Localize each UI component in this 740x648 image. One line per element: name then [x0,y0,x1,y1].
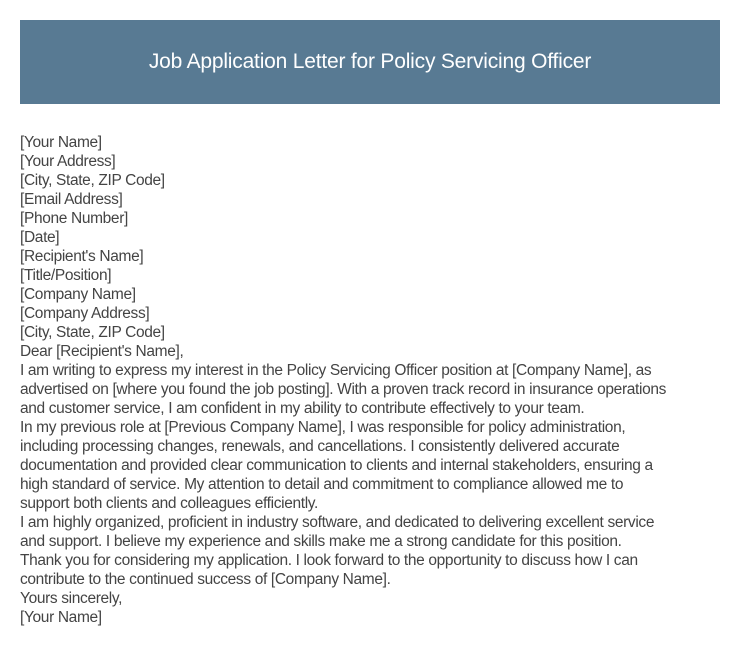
sender-city-state-zip: [City, State, ZIP Code] [20,172,165,189]
paragraph-interest [20,361,730,418]
paragraph-line: high standard of service. My attention to detail and commitment to compliance allowed me to [20,476,624,493]
paragraph-thanks [20,551,730,589]
letter-body [20,133,730,627]
recipient-title: [Title/Position] [20,267,112,284]
recipient-name: [Recipient's Name] [20,248,144,265]
signature: [Your Name] [20,609,102,626]
closing: Yours sincerely, [20,590,123,607]
paragraph-line: contribute to the continued success of [Company Name]. [20,571,391,588]
paragraph-line: advertised on [where you found the job posting]. With a proven track record in insurance operations [20,381,667,398]
recipient-company: [Company Name] [20,286,136,303]
paragraph-line: support both clients and colleagues efficiently. [20,495,318,512]
paragraph-line: and support. I believe my experience and skills make me a strong candidate for this position. [20,533,622,550]
paragraph-line: documentation and provided clear communication to clients and internal stakeholders, ensuring a [20,457,653,474]
sender-email: [Email Address] [20,191,123,208]
paragraph-line: including processing changes, renewals, and cancellations. I consistently delivered accurate [20,438,620,455]
page-header [20,20,720,104]
recipient-city-state-zip: [City, State, ZIP Code] [20,324,165,341]
sender-phone: [Phone Number] [20,210,128,227]
paragraph-experience [20,418,730,513]
sender-name: [Your Name] [20,134,102,151]
paragraph-line: I am writing to express my interest in the Policy Servicing Officer position at [Company Name], as [20,362,652,379]
page-title: Job Application Letter for Policy Servicing Officer [148,50,592,73]
sender-address: [Your Address] [20,153,116,170]
salutation: Dear [Recipient's Name], [20,343,184,360]
paragraph-line: Thank you for considering my application. I look forward to the opportunity to discuss how I can [20,552,638,569]
letter-date: [Date] [20,229,60,246]
paragraph-line: In my previous role at [Previous Company Name], I was responsible for policy administration, [20,419,626,436]
recipient-company-address: [Company Address] [20,305,150,322]
paragraph-line: and customer service, I am confident in my ability to contribute effectively to your team. [20,400,585,417]
paragraph-skills [20,513,730,551]
paragraph-line: I am highly organized, proficient in industry software, and dedicated to delivering excellent service [20,514,655,531]
